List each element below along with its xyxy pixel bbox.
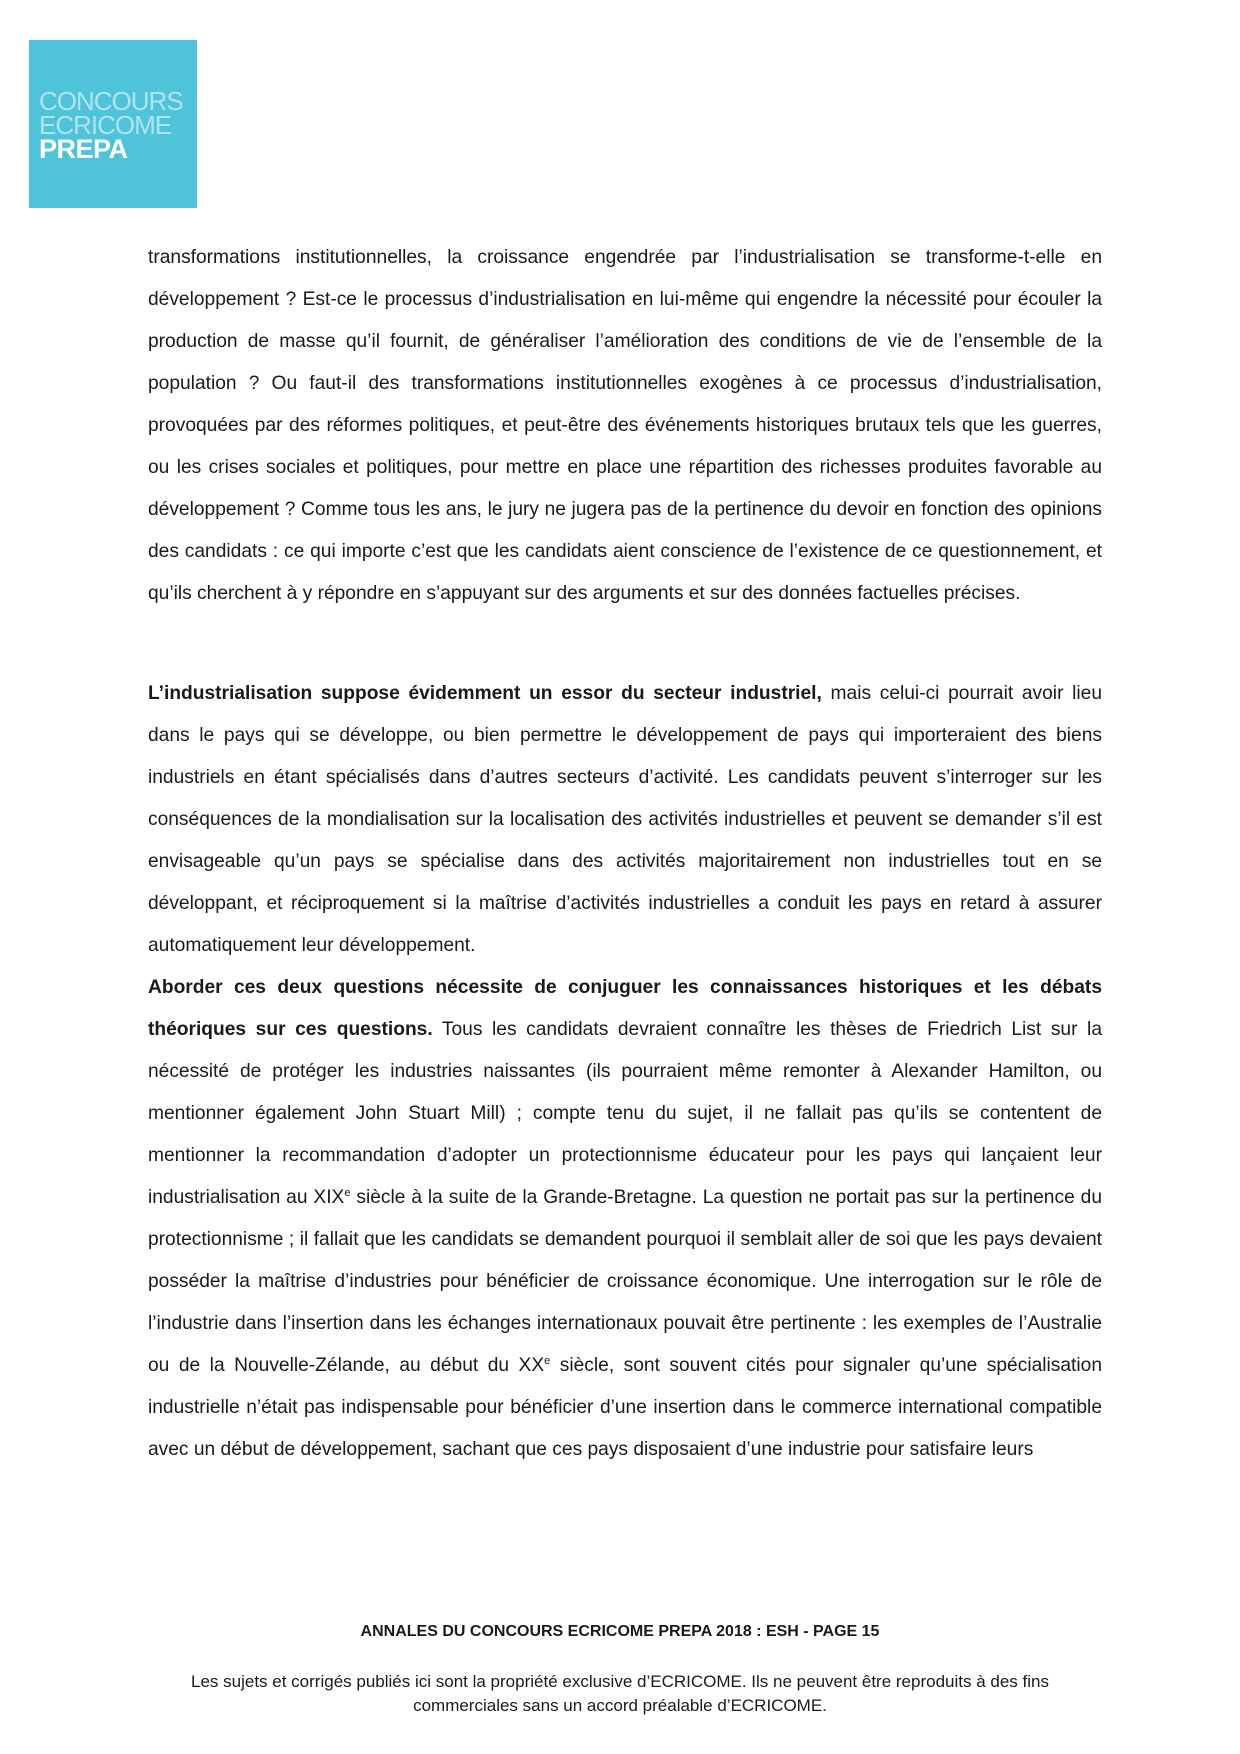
- page-body: [148, 237, 1102, 1471]
- paragraph-text: mais celui-ci pourrait avoir lieu dans le pays qui se développe, ou bien permettre le développement de pays qui importeraient des biens industriels en étant spécialisés dans d’autres secteurs d’activité. Les candidats peuvent s’interroger sur les conséquences de la mondialisation sur la localisation des activités industrielles et peuvent se demander s’il est envisageable qu’un pays se spécialise dans des activités majoritairement non industrielles tout en se développant, et réciproquement si la maîtrise d’activités industrielles a conduit les pays en retard à assurer automatiquement leur développement.: [148, 683, 1103, 956]
- logo-line-ecricome: ECRICOME: [39, 110, 172, 140]
- paragraph-text: siècle, sont souvent cités pour signaler qu’une spécialisation industrielle n’était pas indispensable pour bénéficier d’une insertion dans le commerce international compatible avec un début de développement, sachant que ces pays disposaient d’une industrie pour satisfaire leurs: [148, 1355, 1102, 1460]
- logo-line-concours: CONCOURS: [39, 86, 183, 116]
- footer-copyright-note: Les sujets et corrigés publiés ici sont la propriété exclusive d’ECRICOME. Ils ne peuvent être reproduits à des fins commerciales sans un accord préalable d’ECRICOME.: [191, 1672, 1049, 1715]
- ecricome-logo: [29, 40, 197, 208]
- paragraph-text: Tous les candidats devraient connaître les thèses de Friedrich List sur la nécessité de protéger les industries naissantes (ils pourraient même remonter à Alexander Hamilton, ou mentionner également John Stuart Mill) ; compte tenu du sujet, il ne fallait pas qu’ils se contentent de mentionner la recommandation d’adopter un protectionnisme éducateur pour les pays qui lançaient leur industrialisation au XIX: [148, 1019, 1102, 1208]
- paragraph-text: siècle à la suite de la Grande-Bretagne. La question ne portait pas sur la pertinence du protectionnisme ; il fallait que les candidats se demandent pourquoi il semblait aller de soi que les pays devaient posséder la maîtrise d’industries pour bénéficier de croissance économique. Une interrogation sur le rôle de l’industrie dans l’insertion dans les échanges internationaux pouvait être pertinente : les exemples de l’Australie ou de la Nouvelle-Zélande, au début du XX: [148, 1187, 1102, 1376]
- superscript-e: e: [344, 1187, 351, 1199]
- paragraph-historical-debates: [148, 967, 1102, 1471]
- paragraph-lead-bold: Aborder ces deux questions nécessite de conjuguer les connaissances historiques et les débats théoriques sur ces questions.: [148, 977, 1102, 1040]
- paragraph-institutional-questions: transformations institutionnelles, la croissance engendrée par l’industrialisation se transforme-t-elle en développement ? Est-ce le processus d’industrialisation en lui-même qui engendre la nécessité pour écouler la production de masse qu’il fournit, de généraliser l’amélioration des conditions de vie de l’ensemble de la population ? Ou faut-il des transformations institutionnelles exogènes à ce processus d’industrialisation, provoquées par des réformes politiques, et peut-être des événements historiques brutaux tels que les guerres, ou les crises sociales et politiques, pour mettre en place une répartition des richesses produites favorable au développement ? Comme tous les ans, le jury ne jugera pas de la pertinence du devoir en fonction des opinions des candidats : ce qui importe c’est que les candidats aient conscience de l’existence de ce questionnement, et qu’ils cherchent à y répondre en s’appuyant sur des arguments et sur des données factuelles précises.: [148, 247, 1102, 604]
- footer-page-title: ANNALES DU CONCOURS ECRICOME PREPA 2018 : ESH - PAGE 15: [360, 1623, 880, 1640]
- paragraph-industrial-sector: [148, 673, 1102, 967]
- superscript-e: e: [544, 1355, 551, 1367]
- logo-line-prepa: PREPA: [39, 134, 128, 164]
- paragraph-lead-bold: L’industrialisation suppose évidemment un essor du secteur industriel,: [148, 683, 822, 704]
